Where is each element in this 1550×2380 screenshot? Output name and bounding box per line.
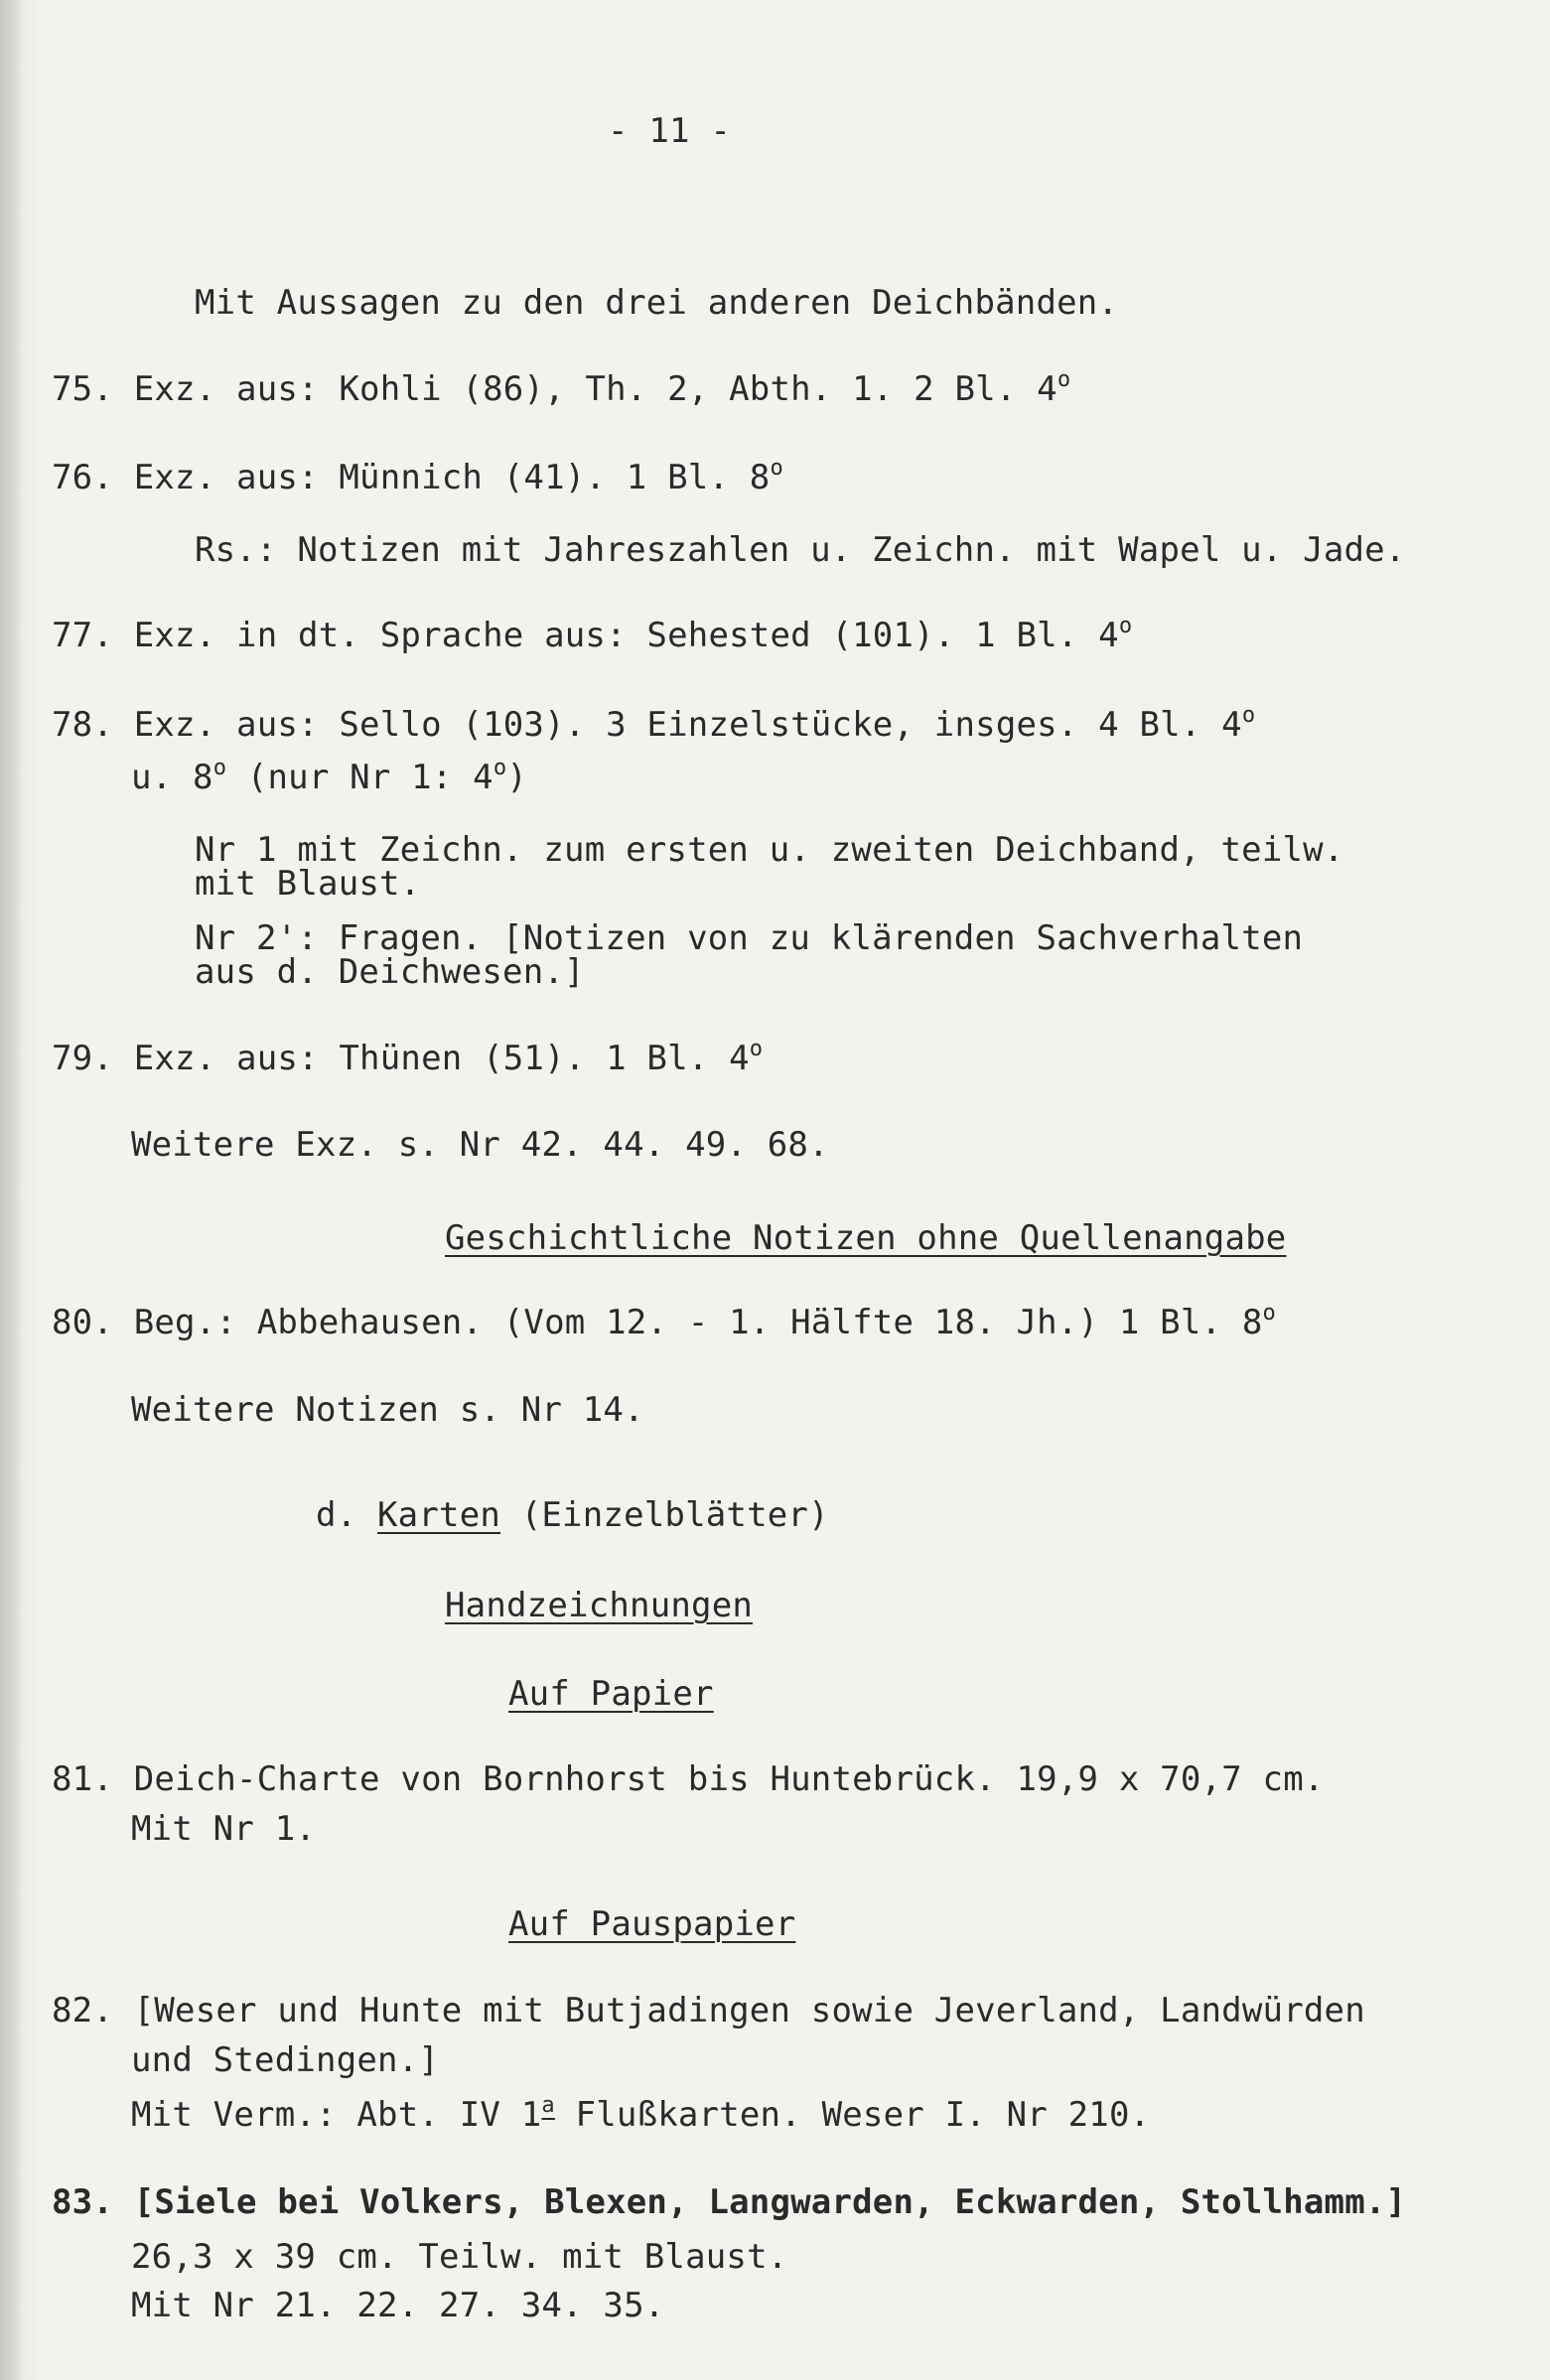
heading-handzeichnungen: Handzeichnungen [445,1586,754,1625]
heading-auf-pauspapier: Auf Pauspapier [508,1904,796,1944]
entry-text: Exz. aus: Kohli (86), Th. 2, Abth. 1. 2 Bl. 4 [133,369,1057,409]
entry-78-continuation: u. 8$^o$ (nur Nr 1: 4$^o$) [131,756,527,797]
entry-superscript: o [770,456,783,481]
entry-number: 83. [52,2182,114,2222]
entry-number: 82. [52,1991,114,2030]
entry-82-line2: und Stedingen.] [131,2040,440,2080]
weitere-exz: Weitere Exz. s. Nr 42. 44. 49. 68. [131,1125,829,1165]
entry-76-note: Rs.: Notizen mit Jahreszahlen u. Zeichn. mit Wapel u. Jade. [195,530,1406,570]
entry-78-note1-line1: Nr 1 mit Zeichn. zum ersten u. zweiten Deichband, teilw. [195,830,1344,870]
entry-83-line3: Mit Nr 21. 22. 27. 34. 35. [131,2286,665,2325]
weitere-notizen: Weitere Notizen s. Nr 14. [131,1390,644,1430]
entry-number: 77. [52,616,114,655]
entry-number: 81. [52,1759,114,1799]
entry-text: Exz. aus: Thünen (51). 1 Bl. 4 [133,1039,750,1078]
entry-80 [52,1303,1276,1342]
entry-text: Exz. in dt. Sprache aus: Sehested (101). 1 Bl. 4 [133,616,1119,655]
entry-superscript: o [1118,614,1133,638]
entry-78-note2-line1: Nr 2': Fragen. [Notizen von zu klärenden Sachverhalten [195,918,1304,958]
page-edge-shadow [0,0,24,2380]
entry-text: Exz. aus: Münnich (41). 1 Bl. 8 [133,458,771,497]
entry-text: Exz. aus: Sello (103). 3 Einzelstücke, insges. 4 Bl. 4 [133,705,1242,745]
entry-82-line3: Mit Verm.: Abt. IV 1$^a$ Flußkarten. Weser I. Nr 210. [131,2093,1151,2135]
heading-geschichtliche-notizen: Geschichtliche Notizen ohne Quellenangabe [445,1218,1287,1258]
entry-76 [52,458,783,497]
intro-line: Mit Aussagen zu den drei anderen Deichbänden. [195,283,1119,323]
entry-superscript: o [1241,703,1256,728]
entry-superscript: o [1057,367,1071,392]
entry-78-note2-line2: aus d. Deichwesen.] [195,952,585,992]
entry-number: 76. [52,458,114,497]
entry-83-line2: 26,3 x 39 cm. Teilw. mit Blaust. [131,2237,788,2277]
page-number: - 11 - [608,111,732,151]
section-d-heading: d. Karten (Einzelblätter) [316,1495,829,1535]
entry-number: 79. [52,1039,114,1078]
entry-superscript: o [1262,1301,1276,1326]
entry-82-line1: 82. [Weser und Hunte mit Butjadingen sowie Jeverland, Landwürden [52,1991,1365,2030]
entry-81-line2: Mit Nr 1. [131,1809,317,1849]
entry-77 [52,616,1132,655]
entry-number: 75. [52,369,114,409]
entry-superscript: o [749,1037,764,1061]
entry-79 [52,1039,763,1078]
entry-83-line1: 83. [Siele bei Volkers, Blexen, Langwarden, Eckwarden, Stollhamm.] [52,2182,1407,2222]
entry-78 [52,705,1255,745]
entry-text: Beg.: Abbehausen. (Vom 12. - 1. Hälfte 18. Jh.) 1 Bl. 8 [133,1303,1263,1342]
entry-75 [52,369,1070,409]
entry-number: 78. [52,705,114,745]
section-d-title: Karten [377,1495,501,1535]
entry-81-line1: 81. Deich-Charte von Bornhorst bis Huntebrück. 19,9 x 70,7 cm. [52,1759,1325,1799]
entry-number: 80. [52,1303,114,1342]
entry-78-note1-line2: mit Blaust. [195,864,421,904]
heading-auf-papier: Auf Papier [508,1674,714,1714]
